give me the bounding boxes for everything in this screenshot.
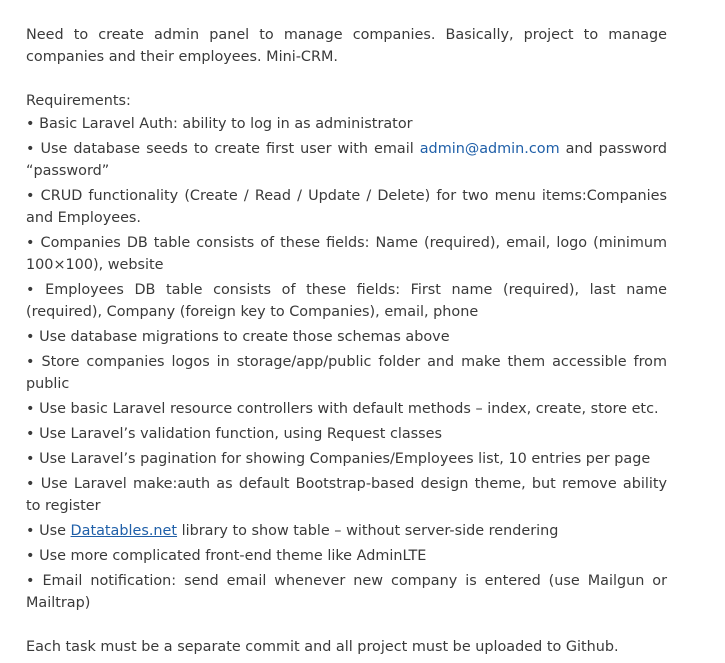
bullet: • (26, 548, 35, 564)
bullet: • (26, 401, 35, 417)
requirement-item (26, 423, 667, 445)
bullet: • (26, 141, 35, 157)
requirement-item (26, 545, 667, 567)
requirement-text: Use database migrations to create those schemas above (39, 329, 450, 345)
requirements-list (26, 113, 667, 614)
requirement-item (26, 398, 667, 420)
requirement-text: CRUD functionality (Create / Read / Update / Delete) for two menu items:Companies and Employees. (26, 188, 668, 226)
requirement-text: Use Laravel’s validation function, using Request classes (39, 426, 443, 442)
bullet: • (26, 235, 35, 251)
requirement-text: library to show table – without server-side rendering (177, 523, 559, 539)
bullet: • (26, 354, 35, 370)
document-body (26, 24, 667, 658)
requirement-text: Store companies logos in storage/app/public folder and make them accessible from public (26, 354, 667, 392)
footer-note: Each task must be a separate commit and all project must be uploaded to Github. (26, 639, 619, 655)
requirement-item (26, 448, 667, 470)
requirement-text: Companies DB table consists of these fields: Name (required), email, logo (minimum 100×100), website (26, 235, 667, 273)
requirement-item (26, 520, 667, 542)
requirement-text: and password “password” (26, 141, 668, 179)
bullet: • (26, 451, 35, 467)
requirement-item (26, 138, 667, 182)
admin-email: admin@admin.com (419, 141, 560, 157)
requirement-text: Use Laravel’s pagination for showing Companies/Employees list, 10 entries per page (39, 451, 651, 467)
bullet: • (26, 116, 35, 132)
requirement-text: Use (39, 523, 71, 539)
requirement-text: Basic Laravel Auth: ability to log in as administrator (39, 116, 413, 132)
datatables-link[interactable]: Datatables.net (70, 523, 178, 539)
bullet: • (26, 573, 35, 589)
requirement-text: Email notification: send email whenever new company is entered (use Mailgun or Mailtrap) (26, 573, 668, 611)
bullet: • (26, 476, 35, 492)
requirement-item (26, 351, 667, 395)
requirement-text: Use basic Laravel resource controllers with default methods – index, create, store etc. (39, 401, 659, 417)
requirement-text: Use Laravel make:auth as default Bootstrap-based design theme, but remove ability to register (26, 476, 668, 514)
requirement-item (26, 279, 667, 323)
requirements-heading: Requirements: (26, 93, 131, 109)
bullet: • (26, 523, 35, 539)
requirement-item (26, 326, 667, 348)
requirement-item (26, 570, 667, 614)
requirement-item (26, 473, 667, 517)
requirement-text: Use database seeds to create first user with email (40, 141, 420, 157)
intro-paragraph: Need to create admin panel to manage companies. Basically, project to manage companies and their employees. Mini-CRM. (26, 27, 667, 65)
requirement-text: Use more complicated front-end theme like AdminLTE (39, 548, 427, 564)
bullet: • (26, 329, 35, 345)
bullet: • (26, 282, 35, 298)
requirement-item (26, 113, 667, 135)
bullet: • (26, 188, 35, 204)
requirement-item (26, 232, 667, 276)
requirement-item (26, 185, 667, 229)
bullet: • (26, 426, 35, 442)
requirement-text: Employees DB table consists of these fields: First name (required), last name (required), Company (foreign key to Companies), email, phone (26, 282, 668, 320)
